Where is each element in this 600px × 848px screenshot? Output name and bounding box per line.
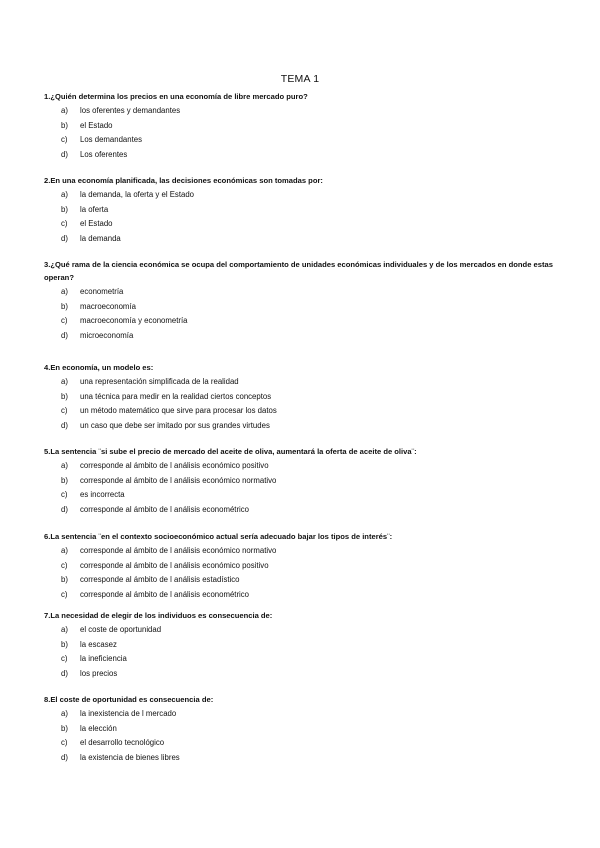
option-letter: d) — [61, 504, 68, 514]
option-letter: d) — [61, 233, 68, 243]
answer-option — [44, 148, 559, 163]
option-text: macroeconomía y econometría — [80, 316, 188, 325]
option-text: microeconomía — [80, 330, 134, 340]
option-text: la inexistencia de l mercado — [80, 709, 177, 718]
question-block — [44, 90, 559, 162]
option-list — [44, 623, 559, 681]
question-block — [44, 174, 559, 246]
answer-option — [44, 217, 559, 232]
option-text: Los demandantes — [80, 135, 142, 144]
answer-option — [44, 404, 559, 419]
option-letter: a) — [61, 709, 68, 718]
option-text: el Estado — [80, 219, 113, 228]
answer-option — [44, 419, 559, 434]
question-block — [44, 609, 559, 681]
option-letter: c) — [61, 219, 68, 228]
option-letter: a) — [61, 461, 68, 470]
option-letter: b) — [61, 391, 68, 401]
option-text: corresponde al ámbito de l análisis económico positivo — [80, 461, 269, 470]
answer-option — [44, 232, 559, 247]
option-text: la elección — [80, 723, 117, 733]
answer-option — [44, 722, 559, 737]
option-text: los oferentes y demandantes — [80, 106, 181, 115]
option-list — [44, 707, 559, 765]
question-block — [44, 693, 559, 765]
option-letter: a) — [61, 546, 68, 555]
option-letter: a) — [61, 287, 68, 296]
option-letter: d) — [61, 330, 68, 340]
page-title: TEMA 1 — [280, 73, 320, 85]
question-text: 7.La necesidad de elegir de los individuos es consecuencia de: — [44, 611, 273, 620]
question-text: 4.En economía, un modelo es: — [44, 363, 154, 372]
option-list — [44, 285, 559, 343]
option-letter: a) — [61, 106, 68, 115]
option-letter: c) — [61, 406, 68, 415]
answer-option — [44, 104, 559, 119]
option-letter: c) — [61, 654, 68, 663]
question-block — [44, 445, 559, 517]
answer-option — [44, 588, 559, 603]
option-letter: b) — [61, 204, 68, 214]
option-letter: c) — [61, 135, 68, 144]
option-text: los precios — [80, 668, 118, 678]
option-letter: d) — [61, 668, 68, 678]
answer-option — [44, 667, 559, 682]
option-text: el desarrollo tecnológico — [80, 738, 165, 747]
option-text: una técnica para medir en la realidad ciertos conceptos — [80, 391, 272, 401]
option-letter: c) — [61, 738, 68, 747]
answer-option — [44, 488, 559, 503]
option-letter: b) — [61, 723, 68, 733]
question-text: 1.¿Quién determina los precios en una economía de libre mercado puro? — [44, 92, 308, 101]
option-text: corresponde al ámbito de l análisis econométrico — [80, 589, 250, 599]
answer-option — [44, 638, 559, 653]
option-text: corresponde al ámbito de l análisis económico normativo — [80, 546, 277, 555]
question-text: 2.En una economía planificada, las decisiones económicas son tomadas por: — [44, 176, 323, 185]
option-text: es incorrecta — [80, 490, 125, 499]
answer-option — [44, 751, 559, 766]
option-letter: a) — [61, 377, 68, 386]
option-letter: c) — [61, 589, 68, 599]
option-text: corresponde al ámbito de l análisis estadístico — [80, 575, 240, 584]
option-text: corresponde al ámbito de l análisis económico positivo — [80, 560, 269, 570]
question-block — [44, 258, 559, 343]
answer-option — [44, 300, 559, 315]
answer-option — [44, 188, 559, 203]
question-text: 3.¿Qué rama de la ciencia económica se ocupa del comportamiento de unidades económicas individuales y de los mercados en donde estas operan? — [44, 260, 553, 282]
answer-option — [44, 474, 559, 489]
answer-option — [44, 203, 559, 218]
question-text: 6.La sentencia ¨en el contexto socioeconómico actual sería adecuado bajar los tipos de interés¨: — [44, 532, 393, 541]
option-letter: d) — [61, 420, 68, 430]
question-block — [44, 530, 559, 602]
answer-option — [44, 623, 559, 638]
option-text: un caso que debe ser imitado por sus grandes virtudes — [80, 420, 270, 430]
option-letter: b) — [61, 639, 68, 649]
answer-option — [44, 119, 559, 134]
answer-option — [44, 375, 559, 390]
option-text: la demanda — [80, 233, 121, 243]
option-text: la escasez — [80, 639, 117, 649]
option-text: corresponde al ámbito de l análisis económico normativo — [80, 475, 277, 485]
option-letter: d) — [61, 149, 68, 159]
question-text: 5.La sentencia ¨si sube el precio de mercado del aceite de oliva, aumentará la oferta de aceite de oliva¨: — [44, 447, 417, 456]
option-text: un método matemático que sirve para procesar los datos — [80, 406, 277, 415]
option-letter: c) — [61, 490, 68, 499]
answer-option — [44, 559, 559, 574]
answer-option — [44, 573, 559, 588]
answer-option — [44, 652, 559, 667]
answer-option — [44, 544, 559, 559]
option-letter: b) — [61, 301, 68, 311]
answer-option — [44, 707, 559, 722]
option-letter: a) — [61, 190, 68, 199]
option-text: la existencia de bienes libres — [80, 752, 180, 762]
option-list — [44, 544, 559, 602]
answer-option — [44, 390, 559, 405]
option-letter: a) — [61, 625, 68, 634]
answer-option — [44, 503, 559, 518]
option-letter: b) — [61, 120, 68, 130]
answer-option — [44, 285, 559, 300]
option-text: corresponde al ámbito de l análisis econométrico — [80, 504, 250, 514]
option-letter: c) — [61, 316, 68, 325]
option-text: el coste de oportunidad — [80, 625, 162, 634]
option-text: una representación simplificada de la realidad — [80, 377, 239, 386]
option-text: Los oferentes — [80, 149, 128, 159]
answer-option — [44, 736, 559, 751]
option-text: el Estado — [80, 120, 113, 130]
answer-option — [44, 459, 559, 474]
option-list — [44, 375, 559, 433]
question-block — [44, 361, 559, 433]
answer-option — [44, 314, 559, 329]
option-list — [44, 188, 559, 246]
option-letter: d) — [61, 752, 68, 762]
option-text: econometría — [80, 287, 124, 296]
option-text: la demanda, la oferta y el Estado — [80, 190, 194, 199]
option-list — [44, 459, 559, 517]
question-text: 8.El coste de oportunidad es consecuencia de: — [44, 695, 214, 704]
option-letter: b) — [61, 575, 68, 584]
option-text: la ineficiencia — [80, 654, 127, 663]
option-text: macroeconomía — [80, 301, 136, 311]
option-text: la oferta — [80, 204, 109, 214]
answer-option — [44, 329, 559, 344]
option-letter: c) — [61, 560, 68, 570]
option-letter: b) — [61, 475, 68, 485]
option-list — [44, 104, 559, 162]
answer-option — [44, 133, 559, 148]
